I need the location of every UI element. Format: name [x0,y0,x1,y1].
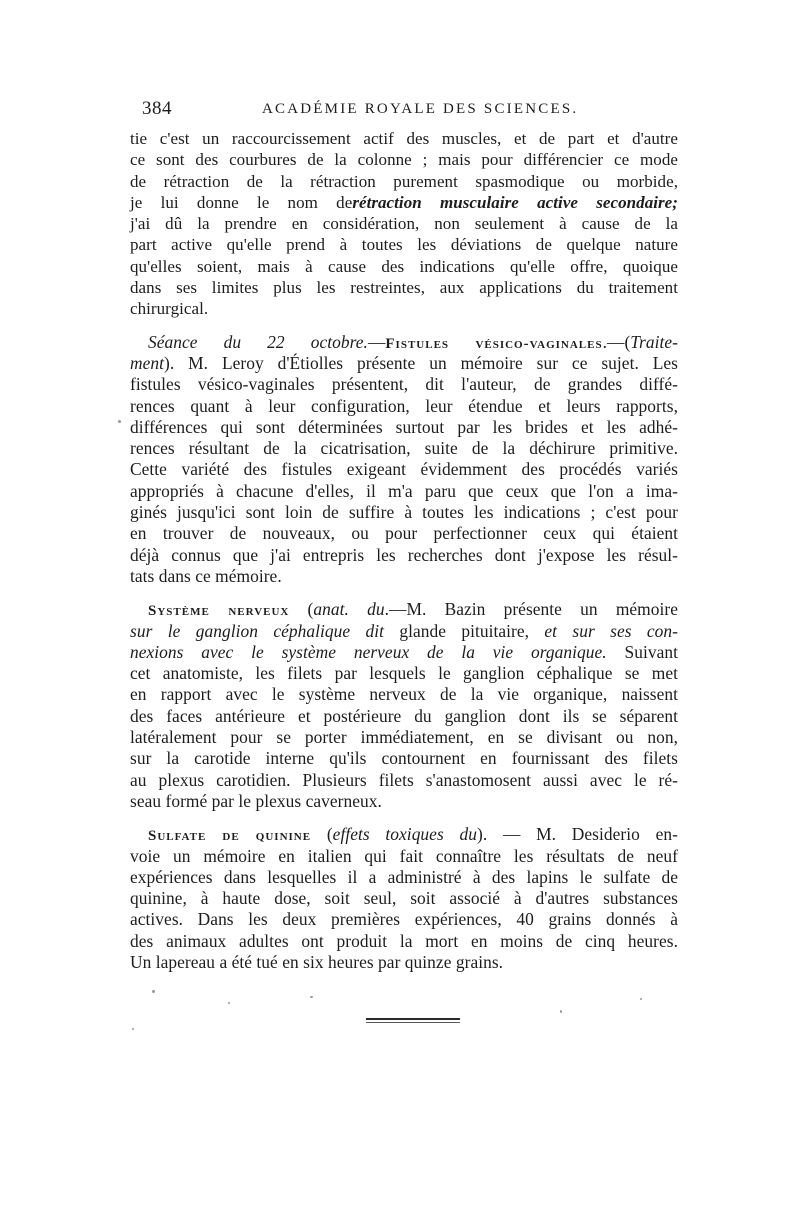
text-line: tats dans ce mémoire. [130,565,282,586]
scan-speck [228,1002,230,1004]
seance-date: Séance du 22 octobre. [148,331,368,352]
text-line: voie un mémoire en italien qui fait connaître les résultats de neuf [130,845,678,866]
text-line: sur la carotide interne qu'ils contournent en fournissant des filets [130,748,678,769]
text-line: nexions avec le système nerveux de la vie organique. Suivant [130,641,678,662]
text-line: ce sont des courbures de la colonne ; mais pour différencier ce mode [130,150,678,170]
text-line: dans ses limites plus les restreintes, aux applications du traitement [130,278,678,298]
scan-speck [118,420,121,423]
text-line: Cette variété des fistules exigeant évidemment des procédés variés [130,459,678,480]
section-heading: Fistules vésico-vaginales [385,335,603,352]
text-line: expériences dans lesquelles il a administré à des lapins le sulfate de [130,866,678,887]
body-text [130,128,678,973]
text-line: différences qui sont déterminées surtout par les brides et les adhé- [130,416,678,437]
scan-speck [152,990,155,993]
section-systeme-nerveux [130,599,678,812]
text-line: chirurgical. [130,299,209,319]
scan-speck [560,1010,562,1013]
emphasis-term: rétraction musculaire active secondaire; [352,192,678,212]
text-line: ginés jusqu'ici sont loin de suffire à toutes les indications ; c'est pour [130,502,678,523]
text-span: je lui donne le nom de [130,192,353,212]
text-line: qu'elles soient, mais à cause des indications qu'elle offre, quoique [130,256,678,276]
text-line: des faces antérieure et postérieure du ganglion dont ils se séparent [130,705,678,726]
section-sulfate-quinine [130,824,678,973]
text-line: des animaux adultes ont produit la mort en moins de cinq heures. [130,930,678,951]
text-line: cet anatomiste, les filets par lesquels le ganglion céphalique se met [130,663,678,684]
text-line: quinine, à haute dose, soit seul, soit associé à d'autres substances [130,888,678,909]
text-line: rences résultant de la cicatrisation, suite de la déchirure primitive. [130,438,678,459]
text-line: appropriés à chacune d'elles, il m'a paru que ceux que l'on a ima- [130,480,678,501]
topic-label: anat. du [313,599,385,620]
text-line: tie c'est un raccourcissement actif des muscles, et de part et d'autre [130,129,678,148]
topic-label: Traite- [630,331,678,352]
text-line: j'ai dû la prendre en considération, non seulement à cause de la [130,214,678,234]
running-title: ACADÉMIE ROYALE DES SCIENCES. [262,101,579,117]
text-line: sur le ganglion céphalique dit glande pituitaire, et sur ses con- [130,620,678,641]
text-line: Sulfate de quinine (effets toxiques du). — M. Desiderio en- [148,824,678,845]
text-line: Séance du 22 octobre.—Fistules vésico-vaginales.—(Traite- [148,331,678,352]
end-rule [366,1018,460,1020]
intro-paragraph [130,128,678,320]
text-line: fistules vésico-vaginales présentent, dit l'auteur, de grandes diffé- [130,374,678,395]
section-heading: Système nerveux [148,603,290,620]
text-line: en rapport avec le système nerveux de la vie organique, naissent [130,684,678,705]
scan-speck [132,1028,134,1030]
topic-label: effets toxiques du [332,824,477,845]
memoir-title: sur le ganglion céphalique dit [130,620,384,641]
scan-speck [640,998,642,1000]
page-header [142,98,678,124]
text-line: en trouver de nouveaux, ou pour perfectionner ceux qui étaient [130,523,678,544]
text-line [130,192,678,213]
text-line: de rétraction de la rétraction purement spasmodique ou morbide, [130,171,678,191]
text-line: Système nerveux (anat. du.—M. Bazin présente un mémoire [148,599,678,620]
text-line: déjà connus que j'ai entrepris les recherches dont j'expose les résul- [130,544,678,565]
text-line: ment). M. Leroy d'Étiolles présente un mémoire sur ce sujet. Les [130,352,678,373]
text-line: Un lapereau a été tué en six heures par quinze grains. [130,951,504,972]
text-line: part active qu'elle prend à toutes les déviations de quelque nature [130,235,678,255]
text-line: au plexus carotidien. Plusieurs filets s'anastomosent aussi avec le ré- [130,769,678,790]
scan-speck [310,996,313,998]
page-number: 384 [142,98,172,119]
text-line: rences quant à leur configuration, leur étendue et leurs rapports, [130,395,678,416]
text-line: latéralement pour se porter immédiatement, en se divisant ou non, [130,727,678,748]
section-heading: Sulfate de quinine [148,828,312,845]
end-rule-thin [366,1022,460,1023]
section-fistules [130,332,678,588]
text-line: seau formé par le plexus caverneux. [130,790,382,811]
text-line: actives. Dans les deux premières expériences, 40 grains donnés à [130,909,678,930]
